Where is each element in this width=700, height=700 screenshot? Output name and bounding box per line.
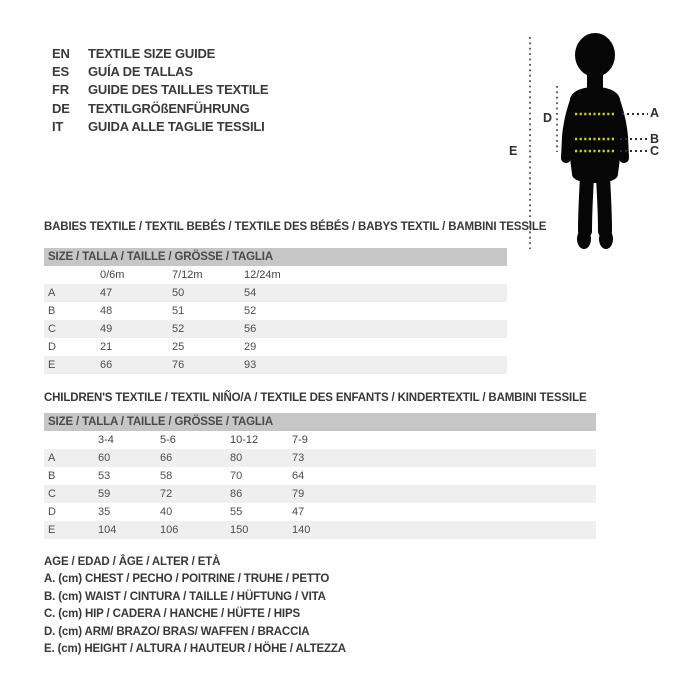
babies-row-B	[44, 302, 507, 320]
children-col-3: 7-9	[292, 434, 308, 446]
babies-row-E	[44, 356, 507, 374]
children-row-A	[44, 449, 596, 467]
cell: 58	[160, 470, 173, 482]
cell: 104	[98, 524, 117, 536]
row-label: C	[48, 488, 56, 500]
cell: 60	[98, 452, 111, 464]
children-table-title: CHILDREN'S TEXTILE / TEXTIL NIÑO/A / TEXTILE DES ENFANTS / KINDERTEXTIL / BAMBINI TESSILE	[44, 392, 587, 404]
row-label: D	[48, 341, 56, 353]
babies-column-headers	[44, 266, 507, 284]
legend-hip: C. (cm) HIP / CADERA / HANCHE / HÜFTE / HIPS	[44, 608, 301, 621]
cell: 66	[160, 452, 173, 464]
language-title: GUIDE DES TAILLES TEXTILE	[88, 82, 269, 98]
legend-height: E. (cm) HEIGHT / ALTURA / HAUTEUR / HÖHE / ALTEZZA	[44, 643, 346, 656]
language-row-en	[52, 44, 268, 62]
babies-row-D	[44, 338, 507, 356]
children-row-B	[44, 467, 596, 485]
cell: 29	[244, 341, 257, 353]
cell: 52	[172, 323, 185, 335]
measure-label-E: E	[509, 144, 518, 158]
row-label: B	[48, 470, 56, 482]
measure-label-B: B	[650, 132, 660, 146]
babies-table-title: BABIES TEXTILE / TEXTIL BEBÉS / TEXTILE DES BÉBÉS / BABYS TEXTIL / BAMBINI TESSILE	[44, 221, 547, 233]
language-row-fr	[52, 81, 268, 99]
language-code: DE	[52, 100, 70, 116]
measure-label-C: C	[650, 144, 660, 158]
cell: 64	[292, 470, 305, 482]
silhouette	[566, 33, 624, 249]
language-title: TEXTILGRÖßENFÜHRUNG	[88, 100, 250, 116]
babies-col-0: 0/6m	[100, 269, 125, 281]
babies-row-C	[44, 320, 507, 338]
row-label: C	[48, 323, 56, 335]
cell: 35	[98, 506, 111, 518]
cell: 70	[230, 470, 243, 482]
cell: 52	[244, 305, 257, 317]
cell: 25	[172, 341, 185, 353]
children-size-table	[44, 413, 596, 539]
babies-size-table	[44, 248, 507, 374]
cell: 76	[172, 359, 185, 371]
children-col-0: 3-4	[98, 434, 114, 446]
language-code: FR	[52, 82, 69, 98]
cell: 140	[292, 524, 311, 536]
legend-waist: B. (cm) WAIST / CINTURA / TAILLE / HÜFTUNG / VITA	[44, 590, 326, 603]
legend-chest: A. (cm) CHEST / PECHO / POITRINE / TRUHE / PETTO	[44, 573, 330, 586]
legend-arm: D. (cm) ARM/ BRAZO/ BRAS/ WAFFEN / BRACCIA	[44, 625, 310, 638]
children-row-D	[44, 503, 596, 521]
cell: 106	[160, 524, 179, 536]
children-col-1: 5-6	[160, 434, 176, 446]
babies-col-2: 12/24m	[244, 269, 281, 281]
cell: 54	[244, 287, 257, 299]
language-code: ES	[52, 64, 69, 80]
cell: 73	[292, 452, 305, 464]
cell: 59	[98, 488, 111, 500]
cell: 55	[230, 506, 243, 518]
babies-row-A	[44, 284, 507, 302]
babies-col-1: 7/12m	[172, 269, 203, 281]
language-list	[52, 44, 268, 136]
children-row-E	[44, 521, 596, 539]
legend-age: AGE / EDAD / ÂGE / ALTER / ETÀ	[44, 555, 221, 568]
cell: 86	[230, 488, 243, 500]
language-code: IT	[52, 119, 64, 135]
row-label: B	[48, 305, 56, 317]
cell: 79	[292, 488, 305, 500]
row-label: A	[48, 452, 56, 464]
language-row-it	[52, 118, 268, 136]
language-title: TEXTILE SIZE GUIDE	[88, 45, 216, 61]
language-row-es	[52, 62, 268, 80]
cell: 72	[160, 488, 173, 500]
measure-label-D: D	[543, 111, 553, 125]
row-label: A	[48, 287, 56, 299]
language-title: GUÍA DE TALLAS	[88, 64, 193, 80]
children-column-headers	[44, 431, 596, 449]
cell: 51	[172, 305, 185, 317]
measure-label-A: A	[650, 106, 660, 120]
cell: 150	[230, 524, 249, 536]
cell: 49	[100, 323, 113, 335]
cell: 53	[98, 470, 111, 482]
cell: 93	[244, 359, 257, 371]
cell: 80	[230, 452, 243, 464]
cell: 56	[244, 323, 257, 335]
language-title: GUIDA ALLE TAGLIE TESSILI	[88, 119, 265, 135]
language-row-de	[52, 99, 268, 117]
cell: 40	[160, 506, 173, 518]
cell: 48	[100, 305, 113, 317]
row-label: E	[48, 524, 56, 536]
cell: 47	[100, 287, 113, 299]
cell: 66	[100, 359, 113, 371]
language-code: EN	[52, 45, 70, 61]
cell: 21	[100, 341, 113, 353]
cell: 47	[292, 506, 305, 518]
row-label: D	[48, 506, 56, 518]
children-col-2: 10-12	[230, 434, 259, 446]
children-row-C	[44, 485, 596, 503]
measurement-legend	[44, 553, 346, 658]
cell: 50	[172, 287, 185, 299]
row-label: E	[48, 359, 56, 371]
babies-size-header: SIZE / TALLA / TAILLE / GRÖSSE / TAGLIA	[44, 248, 507, 266]
children-size-header: SIZE / TALLA / TAILLE / GRÖSSE / TAGLIA	[44, 413, 596, 431]
